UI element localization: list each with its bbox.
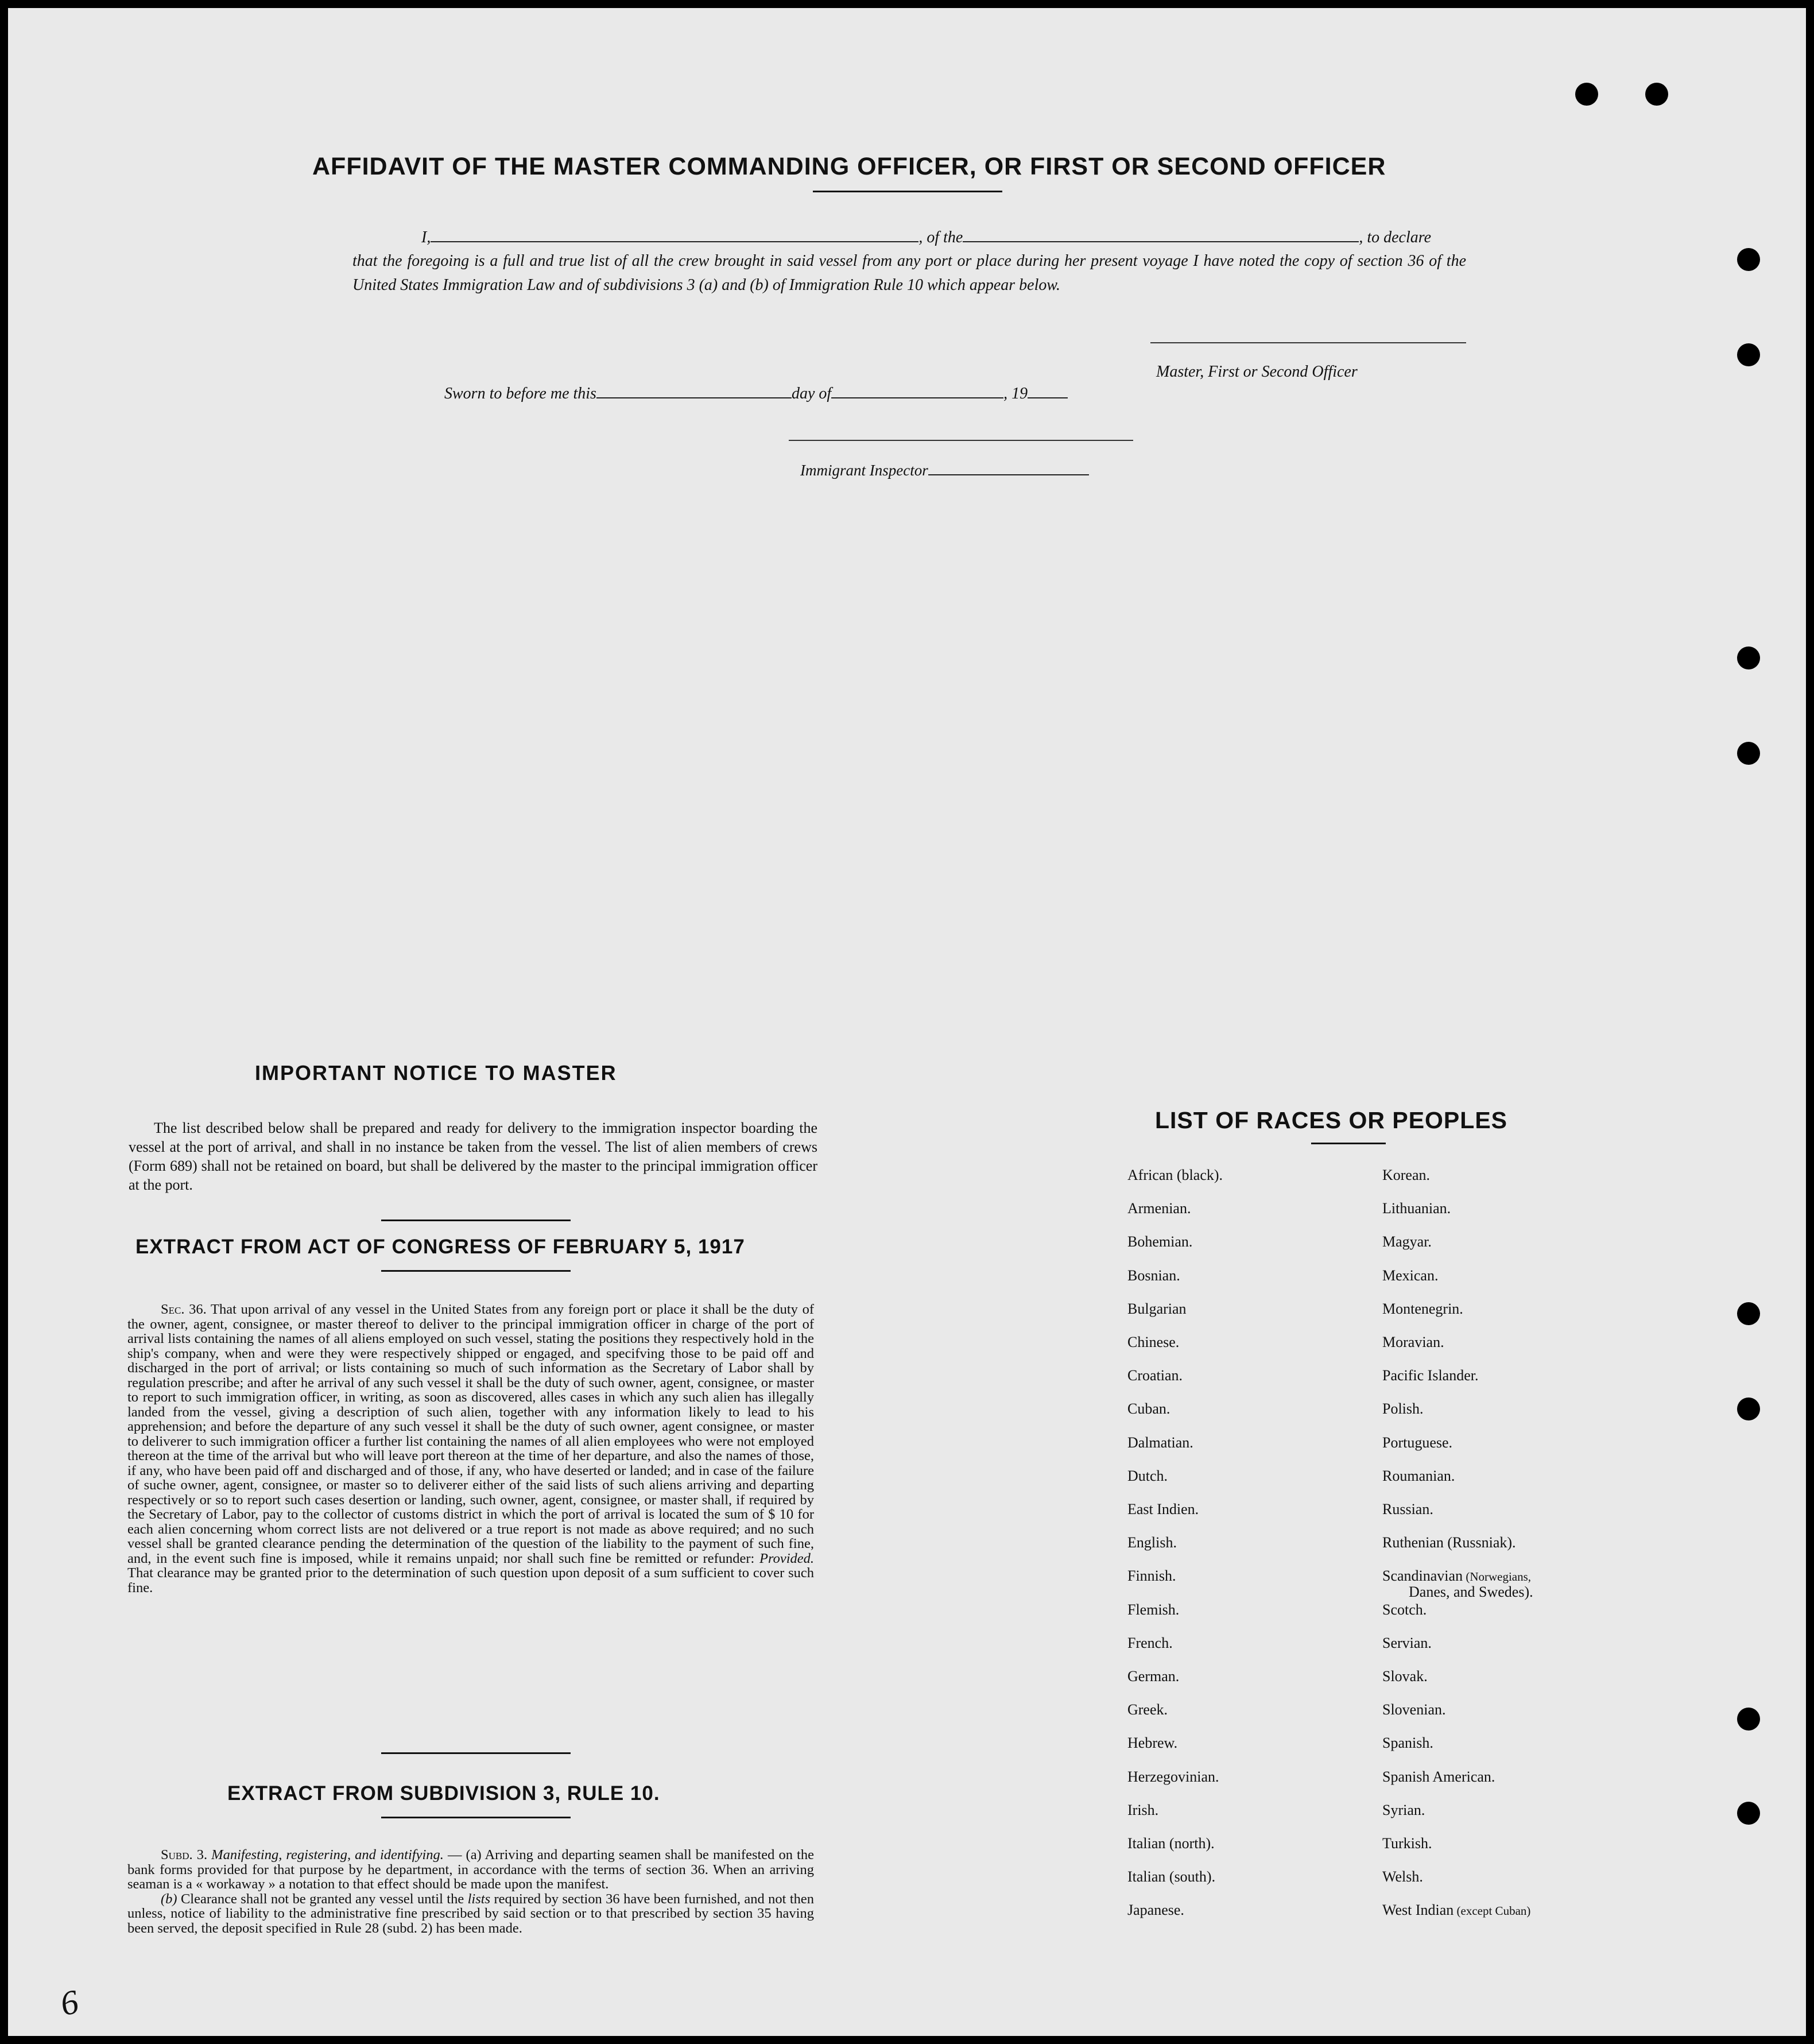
- subd-a-label: — (a): [447, 1847, 482, 1863]
- subd-b-pre: Clearance shall not be granted any vessel until the: [180, 1891, 464, 1907]
- race-item: Mexican.: [1382, 1267, 1439, 1284]
- vessel-blank[interactable]: [963, 241, 1359, 242]
- to-declare-label: , to declare: [1359, 229, 1432, 246]
- scandinavian-note: (Norwegians,: [1463, 1570, 1532, 1584]
- races-title: LIST OF RACES OR PEOPLES: [1155, 1107, 1508, 1133]
- subd-b-lists: lists: [467, 1891, 491, 1907]
- race-item: French.: [1127, 1635, 1173, 1651]
- race-item: Welsh.: [1382, 1868, 1423, 1885]
- subd-label: Subd. 3.: [161, 1847, 208, 1863]
- race-item: West Indian (except Cuban): [1382, 1902, 1531, 1918]
- affidavit-statement: that the foregoing is a full and true list of all the crew brought in said vessel from any port or place during her present voyage I have noted the copy of section 36 of the United States Immigration Law and of subdivisions 3 (a) and (b) of Immigration Rule 10 which appear below.: [352, 252, 1466, 294]
- race-item: Italian (south).: [1127, 1868, 1216, 1885]
- scandinavian-note-2: Danes, and Swedes).: [1409, 1584, 1533, 1600]
- race-item: Portuguese.: [1382, 1434, 1453, 1451]
- signature-label: Master, First or Second Officer: [1156, 363, 1358, 381]
- provided-label: Provided.: [759, 1550, 815, 1566]
- name-blank[interactable]: [431, 241, 918, 242]
- handwritten-page-number: 6: [57, 1982, 82, 2023]
- race-item: Ruthenian (Russniak).: [1382, 1534, 1516, 1551]
- section-36-text: [127, 1302, 814, 1595]
- subd-b-post: required by section 36 have been furnished, and not then unless, notice of liability to the administrative fine prescribed by said section or to that prescribed by section 35 having been served, the deposit specified in Rule 28 (subd. 2) has been made.: [127, 1891, 815, 1936]
- inspector-blank[interactable]: [928, 474, 1089, 475]
- punch-hole: [1737, 1397, 1760, 1420]
- punch-hole: [1737, 343, 1760, 366]
- race-item: Hebrew.: [1127, 1735, 1178, 1751]
- race-item: Spanish American.: [1382, 1768, 1495, 1785]
- subd-b-label: (b): [161, 1891, 177, 1907]
- race-item: Chinese.: [1127, 1334, 1180, 1350]
- race-item: Turkish.: [1382, 1835, 1432, 1852]
- race-item: Croatian.: [1127, 1367, 1183, 1384]
- race-item: Herzegovinian.: [1127, 1768, 1219, 1785]
- sworn-month-blank[interactable]: [831, 397, 1003, 398]
- punch-hole: [1737, 742, 1760, 765]
- race-item: Roumanian.: [1382, 1468, 1455, 1484]
- punch-hole: [1737, 1708, 1760, 1731]
- i-label: I,: [421, 229, 431, 246]
- race-item: Cuban.: [1127, 1400, 1170, 1417]
- race-item: Russian.: [1382, 1501, 1433, 1517]
- race-item: Japanese.: [1127, 1902, 1184, 1918]
- race-item: Slovak.: [1382, 1668, 1428, 1685]
- year-label: , 19: [1003, 385, 1028, 402]
- sworn-label: Sworn to before me this: [444, 385, 596, 402]
- race-item: Bulgarian: [1127, 1300, 1187, 1317]
- affidavit-name-line: [421, 229, 1431, 247]
- punch-hole: [1737, 1302, 1760, 1325]
- race-item: East Indien.: [1127, 1501, 1199, 1517]
- sworn-day-blank[interactable]: [596, 397, 792, 398]
- punch-hole: [1575, 83, 1598, 106]
- race-item: Lithuanian.: [1382, 1200, 1451, 1217]
- race-item: Bohemian.: [1127, 1233, 1193, 1250]
- signature-line[interactable]: [1150, 342, 1466, 343]
- race-item: Syrian.: [1382, 1802, 1425, 1818]
- subd-a-text: Arriving and departing seamen shall be manifested on the bank forms provided for that purpose by he department, in accordance with the terms of section 36. When an arriving seaman is a « workaway » a notation to that effect should be made upon the manifest.: [127, 1847, 814, 1892]
- punch-hole: [1737, 248, 1760, 271]
- title-underline: [813, 191, 1002, 192]
- race-item: Finnish.: [1127, 1567, 1176, 1584]
- race-item: Scandinavian (Norwegians,: [1382, 1567, 1532, 1584]
- race-item: Italian (north).: [1127, 1835, 1215, 1852]
- races-title-underline: [1311, 1143, 1386, 1144]
- west-indian-note: (except Cuban): [1453, 1904, 1531, 1918]
- race-item: Irish.: [1127, 1802, 1159, 1818]
- race-item: Scotch.: [1382, 1601, 1427, 1618]
- sec-tail: That clearance may be granted prior to the determination of such question upon deposit of a sum sufficient to cover such fine.: [127, 1565, 814, 1596]
- race-item: Dutch.: [1127, 1468, 1168, 1484]
- race-item: Bosnian.: [1127, 1267, 1180, 1284]
- race-item: Dalmatian.: [1127, 1434, 1193, 1451]
- notice-text: The list described below shall be prepared and ready for delivery to the immigration inspector boarding the vessel at the port of arrival, and shall in no instance be taken from the vessel. The list of alien members of crews (Form 689) shall not be retained on board, but shall be delivered by the master to the principal immigration officer at the port.: [129, 1120, 817, 1193]
- sec-body: That upon arrival of any vessel in the United States from any foreign port or place it shall be the duty of the owner, agent, consignee, or master thereof to deliver to the principal immigration officer in charge of the port of arrival lists containing the names of all aliens employed on such vessel, stating the positions they respectively hold in the ship's company, when and were they were respectively shipped or engaged, and specifving those to be paid off and discharged in the port of arrival; or lists containing so much of such information as the Secretary of Labor shall by regulation prescribe; and after he arrival of any such vessel it shall be the duty of such owner, agent, consignee, or master to report to such immigration officer, in writing, as soon as discovered, alles cases in which any such alien has illegally landed from the vessel, giving a description of such alien, together with any information likely to lead to his apprehension; and before the departure of any such vessel it shall be the duty of such owner, agent consignee, or master to deliverer to such immigration officer a further list containing the names of all alien employees who were not employed thereon at the time of the arrival but who will leave port thereon at the time of her departure, and also the names of those, if any, who have been paid off and discharged and of those, if any, who have deserted or landed; and in case of the failure of suche owner, agent, consignee, or master so to deliverer either of the said lists of such aliens arriving and departing respectively or so to report such cases desertion or landing, such owner, agent, consignee, or master shall, if required by the Secretary of Labor, pay to the collector of customs district in which the port of arrival is located the sum of $ 10 for each alien concerning whom correct lists are not delivered or a true report is not made as above required; and no such vessel shall be granted clearance pending the determination of the question of the liability to the payment of such fine, and, in the event such fine is imposed, while it remains unpaid; nor shall such fine be remitted or refunder:: [127, 1302, 814, 1566]
- subd-heading: Manifesting, registering, and identifying.: [211, 1847, 444, 1863]
- section-divider: [381, 1270, 571, 1272]
- notice-title: IMPORTANT NOTICE TO MASTER: [255, 1061, 617, 1085]
- sec-label: Sec. 36.: [161, 1302, 207, 1317]
- race-item: Pacific Islander.: [1382, 1367, 1479, 1384]
- race-item: Moravian.: [1382, 1334, 1444, 1350]
- race-item: Slovenian.: [1382, 1701, 1446, 1718]
- of-the-label: , of the: [918, 229, 963, 246]
- race-item: Montenegrin.: [1382, 1300, 1463, 1317]
- race-item: Greek.: [1127, 1701, 1168, 1718]
- race-item: Magyar.: [1382, 1233, 1432, 1250]
- punch-hole: [1737, 1802, 1760, 1825]
- race-item: German.: [1127, 1668, 1180, 1685]
- race-item: African (black).: [1127, 1167, 1223, 1183]
- affidavit-title: AFFIDAVIT OF THE MASTER COMMANDING OFFICER, OR FIRST OR SECOND OFFICER: [312, 153, 1386, 180]
- extract-rule-title: EXTRACT FROM SUBDIVISION 3, RULE 10.: [227, 1782, 660, 1805]
- section-divider: [381, 1752, 571, 1754]
- sworn-line: [444, 385, 1068, 403]
- race-item: Spanish.: [1382, 1735, 1433, 1751]
- inspector-line: [800, 462, 1089, 479]
- document-page: [8, 8, 1806, 2036]
- inspector-label: Immigrant Inspector: [800, 462, 928, 479]
- race-item: Polish.: [1382, 1400, 1424, 1417]
- race-item: Flemish.: [1127, 1601, 1180, 1618]
- race-item: Armenian.: [1127, 1200, 1191, 1217]
- race-item: Servian.: [1382, 1635, 1432, 1651]
- inspector-signature-line[interactable]: [789, 440, 1133, 441]
- sworn-year-blank[interactable]: [1028, 397, 1068, 398]
- punch-hole: [1737, 647, 1760, 669]
- race-item: Korean.: [1382, 1167, 1431, 1183]
- race-item: English.: [1127, 1534, 1177, 1551]
- section-divider: [381, 1817, 571, 1818]
- section-divider: [381, 1220, 571, 1221]
- notice-body: [129, 1118, 817, 1194]
- extract-act-title: EXTRACT FROM ACT OF CONGRESS OF FEBRUARY 5, 1917: [135, 1236, 745, 1258]
- day-of-label: day of: [791, 385, 832, 402]
- subdivision-3-text: [127, 1848, 814, 1935]
- punch-hole: [1645, 83, 1668, 106]
